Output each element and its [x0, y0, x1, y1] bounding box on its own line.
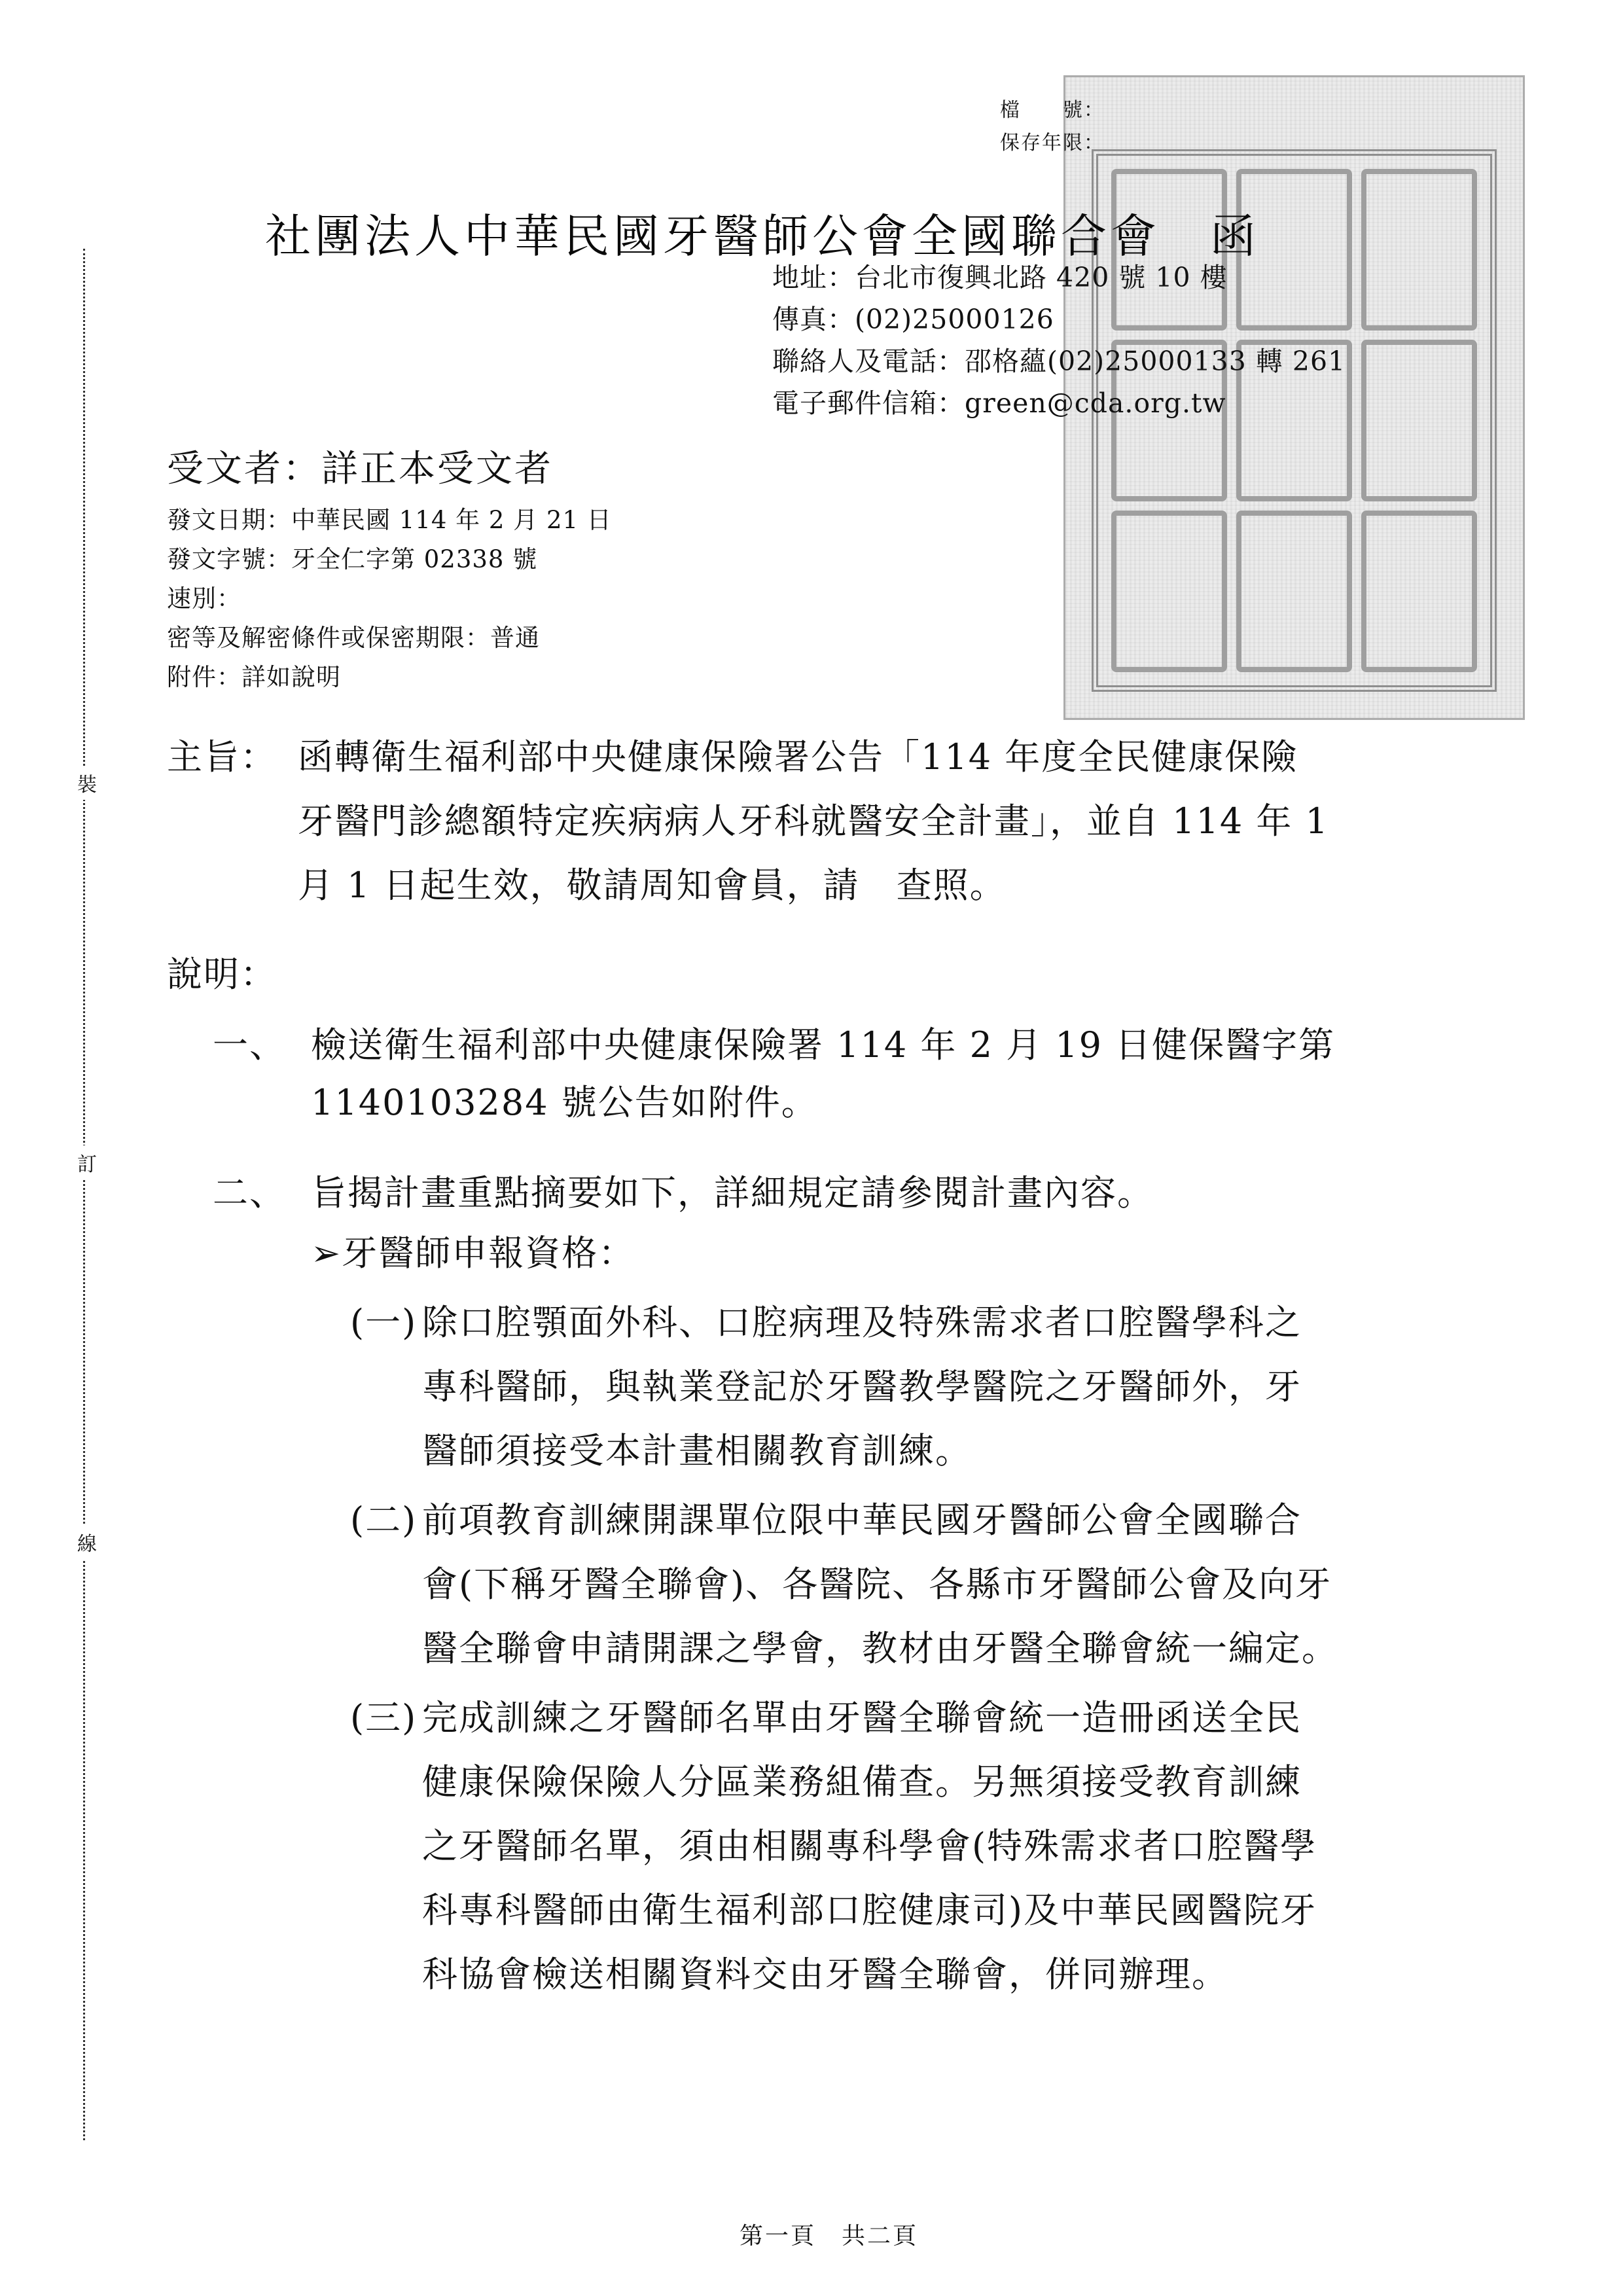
subitem-line: 會(下稱牙醫全聯會)、各醫院、各縣市牙醫師公會及向牙	[422, 1564, 1332, 1605]
item-line: 旨揭計畫重點摘要如下，詳細規定請參閱計畫內容。	[311, 1172, 1154, 1213]
subitem-line: 醫全聯會申請開課之學會，教材由牙醫全聯會統一編定。	[422, 1628, 1338, 1669]
email-line: 電子郵件信箱：green@cda.org.tw	[772, 387, 1226, 419]
subitem-line: 前項教育訓練開課單位限中華民國牙醫師公會全國聯合	[422, 1499, 1302, 1541]
binding-mark-ding: 訂	[77, 1145, 97, 1179]
subitem-line: 健康保險保險人分區業務組備查。另無須接受教育訓練	[422, 1761, 1302, 1803]
seal-glyph	[1236, 511, 1352, 672]
urgency-field: 速別：	[167, 584, 241, 613]
item-number: 二、	[213, 1172, 286, 1213]
explanation-label: 說明：	[167, 954, 277, 995]
binding-mark-zhuang: 裝	[77, 766, 97, 800]
subitem-number: (二)	[350, 1499, 418, 1541]
issue-date: 發文日期：中華民國 114 年 2 月 21 日	[167, 506, 612, 534]
subitem-line: 科協會檢送相關資料交由牙醫全聯會，併同辦理。	[422, 1954, 1228, 1995]
contact-person-line: 聯絡人及電話：邵格蘊(02)25000133 轉 261	[772, 346, 1346, 377]
address-line: 地址：台北市復興北路 420 號 10 樓	[772, 262, 1228, 293]
item-line: 檢送衛生福利部中央健康保險署 114 年 2 月 19 日健保醫字第	[311, 1024, 1336, 1066]
binding-dotted-line	[83, 249, 85, 2140]
security-level: 密等及解密條件或保密期限：普通	[167, 624, 540, 652]
subject-line: 函轉衛生福利部中央健康保險署公告「114 年度全民健康保險	[298, 736, 1298, 778]
seal-glyph	[1361, 511, 1477, 672]
subitem-line: 除口腔顎面外科、口腔病理及特殊需求者口腔醫學科之	[422, 1302, 1302, 1343]
item-line: 1140103284 號公告如附件。	[311, 1082, 818, 1123]
subitem-number: (三)	[350, 1697, 418, 1738]
binding-mark-xian: 線	[77, 1525, 97, 1559]
subject-line: 月 1 日起生效，敬請周知會員，請 查照。	[298, 865, 1007, 906]
attachment-note: 附件：詳如說明	[167, 663, 341, 691]
subitem-line: 專科醫師，與執業登記於牙醫教學醫院之牙醫師外，牙	[422, 1366, 1302, 1407]
item-number: 一、	[213, 1024, 286, 1066]
subitem-line: 完成訓練之牙醫師名單由牙醫全聯會統一造冊函送全民	[422, 1697, 1302, 1738]
document-number: 發文字號：牙全仁字第 02338 號	[167, 545, 538, 573]
subject-label: 主旨：	[167, 736, 277, 778]
document-title: 社團法人中華民國牙醫師公會全國聯合會 函	[265, 209, 1260, 263]
subitem-number: (一)	[350, 1302, 418, 1343]
fax-line: 傳真：(02)25000126	[772, 304, 1054, 335]
page-footer: 第一頁 共二頁	[740, 2223, 919, 2250]
bullet-heading: ➢牙醫師申報資格：	[311, 1232, 635, 1274]
recipient-line: 受文者：詳正本受文者	[167, 448, 553, 490]
subject-line: 牙醫門診總額特定疾病病人牙科就醫安全計畫」，並自 114 年 1	[298, 800, 1329, 842]
subitem-line: 醫師須接受本計畫相關教育訓練。	[422, 1430, 972, 1471]
seal-glyph	[1111, 511, 1227, 672]
subitem-line: 科專科醫師由衛生福利部口腔健康司)及中華民國醫院牙	[422, 1890, 1317, 1931]
subitem-line: 之牙醫師名單，須由相關專科學會(特殊需求者口腔醫學	[422, 1825, 1317, 1867]
file-number-label: 檔 號：	[1000, 99, 1105, 122]
seal-glyph	[1361, 169, 1477, 331]
seal-glyph	[1361, 340, 1477, 501]
retention-period-label: 保存年限：	[1000, 132, 1105, 154]
